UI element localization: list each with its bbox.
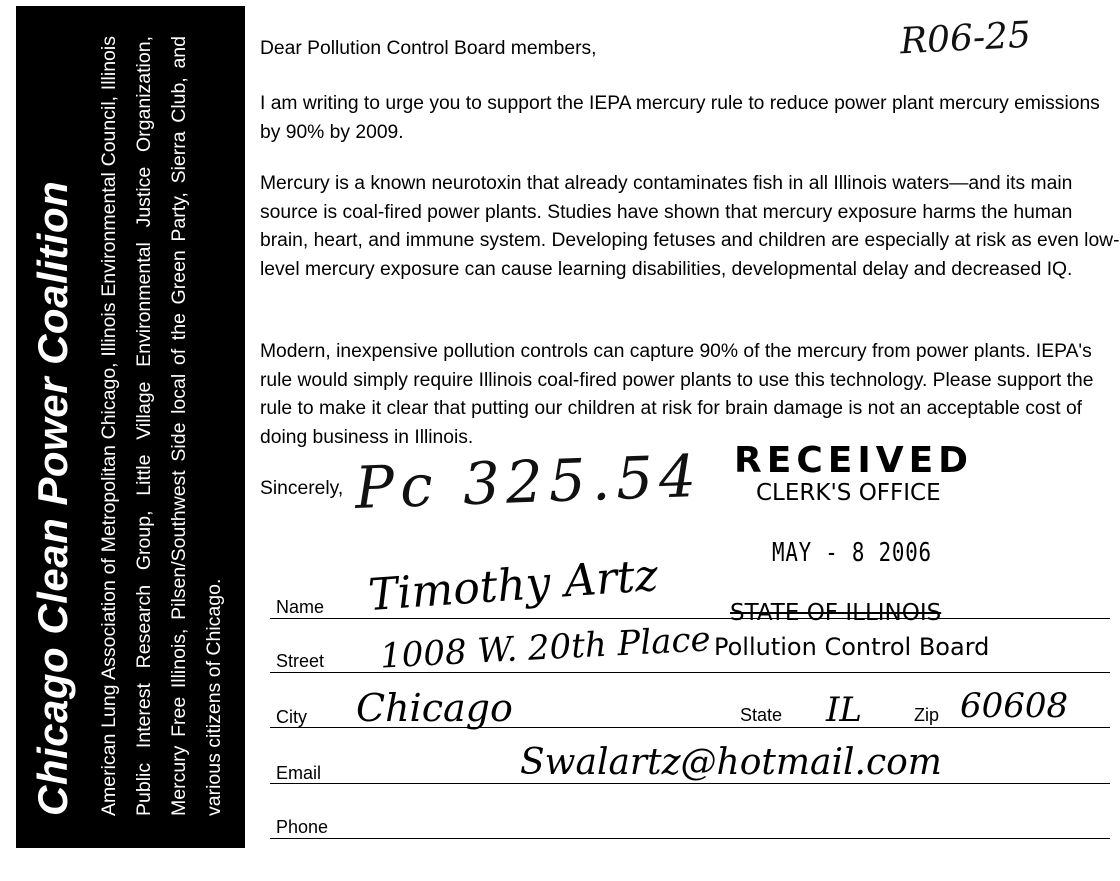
zip-label: Zip <box>914 705 940 725</box>
email-value-handwritten: Swalartz@hotmail.com <box>520 742 942 783</box>
stamp-state: STATE OF ILLINOIS <box>730 600 942 626</box>
zip-value-handwritten: 60608 <box>960 686 1069 726</box>
state-label: State <box>740 705 783 725</box>
city-label: City <box>276 707 307 727</box>
street-value-handwritten: 1008 W. 20th Place <box>379 619 712 677</box>
phone-label: Phone <box>276 817 329 837</box>
stamp-date: MAY - 8 2006 <box>772 538 932 568</box>
name-value-handwritten: Timothy Artz <box>366 549 660 622</box>
city-line <box>270 727 1110 728</box>
letter-paragraph-1: I am writing to urge you to support the IEPA mercury rule to reduce power plant mercury emissions by 90% by 2009. <box>260 93 1100 143</box>
street-line <box>270 672 1110 673</box>
stamp-board: Pollution Control Board <box>714 633 990 661</box>
stamp-clerks-office: CLERK'S OFFICE <box>756 480 941 506</box>
letter-greeting: Dear Pollution Control Board members, <box>260 38 597 59</box>
state-value-handwritten: IL <box>826 690 863 730</box>
street-label: Street <box>276 651 325 671</box>
city-value-handwritten: Chicago <box>356 686 513 730</box>
coalition-members: American Lung Association of Metropolitan Chicago, Illinois Environmental Council, Illinois Public Interest Research Group, Little Village Environmental Justice Organization, Mercury Free Illinois, Pilsen/Southwest Side local of the Green Party, Sierra Club, and various citizens of Chicago. <box>98 36 225 816</box>
coalition-title: Chicago Clean Power Coalition <box>29 180 76 816</box>
email-label: Email <box>276 763 322 783</box>
name-line <box>270 618 1110 619</box>
stamp-received: RECEIVED <box>734 440 974 481</box>
sidebar-rotated-content <box>16 6 245 848</box>
phone-line <box>270 838 1110 839</box>
docket-reference-handwritten: R06-25 <box>899 14 1032 63</box>
name-label: Name <box>276 597 325 617</box>
letter-closing: Sincerely, <box>260 478 344 499</box>
email-line <box>270 783 1110 784</box>
letter-paragraph-3: Modern, inexpensive pollution controls can capture 90% of the mercury from power plants. IEPA's rule would simply require Illinois coal-fired power plants to use this technology. Please support the rule to make it clear that putting our children at risk for brain damage is not an acceptable cost of doing business in Illinois. <box>260 341 1094 448</box>
coalition-sidebar <box>16 6 245 848</box>
letter-paragraph-2: Mercury is a known neurotoxin that already contaminates fish in all Illinois waters—and its main source is coal-fired power plants. Studies have shown that mercury exposure harms the human brain, heart, and immune system. Developing fetuses and children are especially at risk as even low-level mercury exposure can cause learning disabilities, developmental delay and decreased IQ. <box>260 173 1120 280</box>
public-comment-number-handwritten: Pc 325.54 <box>353 441 703 523</box>
